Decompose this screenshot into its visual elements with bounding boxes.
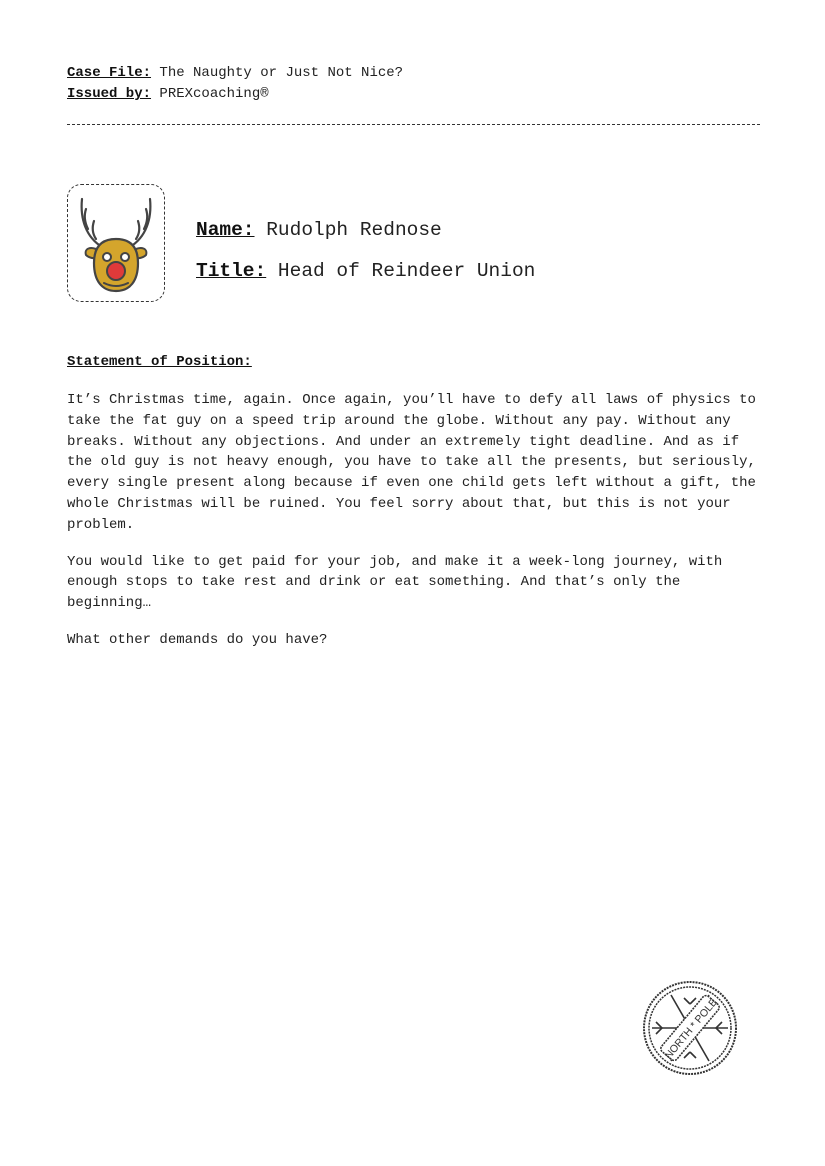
dashed-divider — [67, 124, 760, 125]
issued-by-label: Issued by: — [67, 86, 152, 102]
issued-by-value: PREXcoaching® — [159, 86, 269, 102]
statement-body — [67, 390, 767, 667]
north-pole-stamp — [640, 978, 740, 1083]
case-file-label: Case File: — [67, 65, 152, 81]
statement-paragraph: You would like to get paid for your job, and make it a week-long journey, with enough stops to take rest and drink or eat something. And that’s only the beginning… — [67, 553, 723, 612]
title-line — [196, 251, 535, 292]
statement-paragraph: What other demands do you have? — [67, 631, 328, 648]
statement-heading: Statement of Position: — [67, 354, 252, 370]
title-value: Head of Reindeer Union — [277, 260, 536, 282]
case-file-line — [67, 63, 403, 84]
avatar-frame — [67, 184, 165, 302]
identity-block — [196, 210, 535, 292]
statement-paragraph: It’s Christmas time, again. Once again, you’ll have to defy all laws of physics to take the fat guy on a speed trip around the globe. Without any pay. Without any breaks. Without any objections. And under an extremely tight deadline. And as if the old guy is not heavy enough, you have to take all the presents, but seriously, every single present along because if even one child gets left without a gift, the whole Christmas will be ruined. You feel sorry about that, but this is not your problem. — [67, 392, 756, 533]
case-header — [67, 63, 403, 105]
name-label: Name: — [196, 219, 255, 241]
issued-by-line — [67, 84, 403, 105]
name-value: Rudolph Rednose — [266, 219, 442, 241]
snowflake-stamp-icon — [640, 978, 740, 1078]
stamp-text: NORTH * POLE — [662, 996, 720, 1062]
case-file-value: The Naughty or Just Not Nice? — [159, 65, 404, 81]
title-label: Title: — [196, 260, 267, 282]
reindeer-icon — [72, 189, 160, 297]
name-line — [196, 210, 535, 251]
